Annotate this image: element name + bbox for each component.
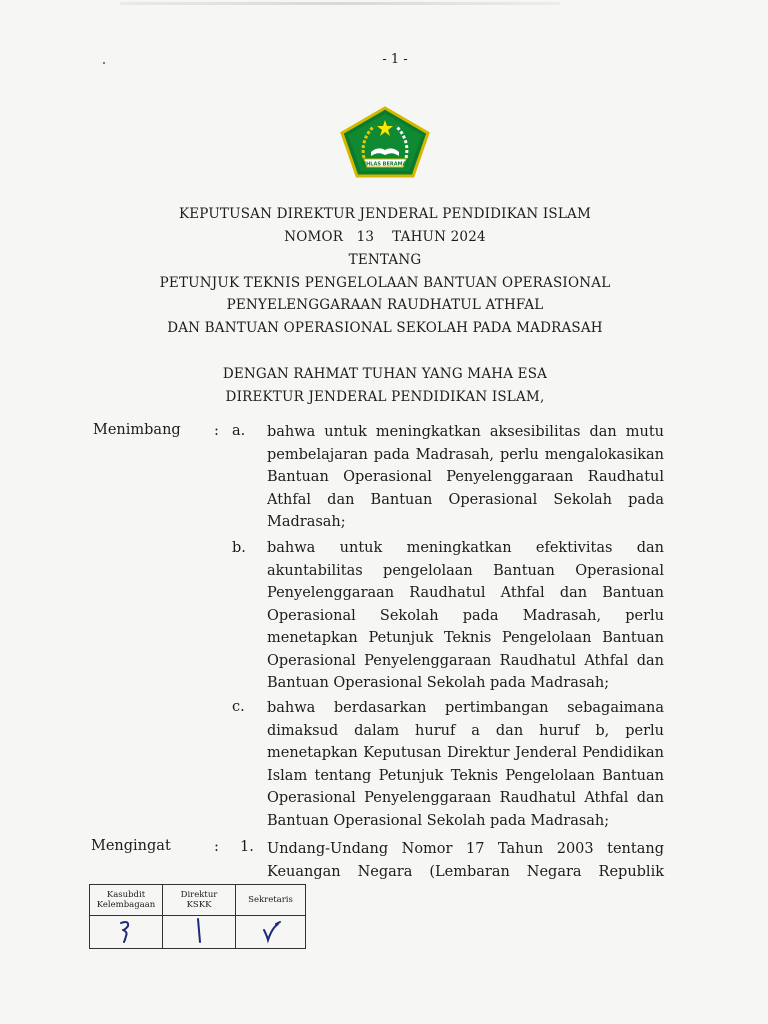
kemenag-emblem-icon bbox=[340, 106, 430, 178]
nomor-label: NOMOR bbox=[284, 229, 344, 245]
item-a-mark: a. bbox=[232, 423, 246, 439]
text-line: Operasional Sekolah pada Madrasah, perlu bbox=[267, 607, 664, 624]
text-line: Bantuan Operasional Sekolah pada Madrasah; bbox=[267, 675, 610, 691]
text-line: Undang-Undang Nomor 17 Tahun 2003 tentang bbox=[267, 841, 664, 857]
paraf-cell-sekretaris bbox=[236, 916, 306, 949]
menimbang-item-b bbox=[267, 537, 664, 695]
decree-title: KEPUTUSAN DIREKTUR JENDERAL PENDIDIKAN ISLAM bbox=[178, 206, 592, 222]
paraf-header-direktur bbox=[163, 885, 236, 916]
text-line: Madrasah; bbox=[267, 514, 346, 530]
item-1-mark: 1. bbox=[240, 839, 254, 855]
tahun-label: TAHUN 2024 bbox=[392, 229, 486, 245]
decree-number bbox=[0, 229, 768, 245]
item-b-mark: b. bbox=[232, 540, 246, 556]
paraf-cell-kasubdit bbox=[90, 916, 163, 949]
text-line: Penyelenggaraan Raudhatul Athfal dan Bantuan bbox=[267, 585, 664, 601]
paraf-cell-direktur bbox=[163, 916, 236, 949]
text-line: Bantuan Operasional Sekolah pada Madrasah; bbox=[267, 812, 610, 829]
text-line: Bantuan Operasional Penyelenggaraan Raudhatul bbox=[267, 469, 664, 485]
subject-line-1: PETUNJUK TEKNIS PENGELOLAAN BANTUAN OPERASIONAL bbox=[159, 275, 611, 291]
text-line: Islam tentang Petunjuk Teknis Pengelolaan Bantuan bbox=[267, 767, 664, 784]
initial-signature-icon bbox=[184, 916, 214, 944]
svg-text:IKHLAS BERAMAL: IKHLAS BERAMAL bbox=[360, 161, 410, 168]
menimbang-item-c bbox=[267, 697, 664, 832]
text-line: bahwa untuk meningkatkan efektivitas dan bbox=[267, 540, 664, 556]
paraf-header-kasubdit bbox=[90, 885, 163, 916]
text-line: dimaksud dalam huruf a dan huruf b, perlu bbox=[267, 722, 664, 739]
rahmat-line: DENGAN RAHMAT TUHAN YANG MAHA ESA bbox=[222, 366, 548, 382]
check-signature-icon bbox=[256, 916, 286, 944]
header-text: Sekretaris bbox=[248, 895, 293, 905]
item-c-mark: c. bbox=[232, 699, 245, 715]
initial-signature-icon bbox=[111, 916, 141, 944]
text-line: Athfal dan Bantuan Operasional Sekolah pada bbox=[267, 491, 664, 508]
scan-artifact-line bbox=[120, 2, 560, 5]
text-line: akuntabilitas pengelolaan Bantuan Operasional bbox=[267, 562, 664, 579]
text-line: Operasional Penyelenggaraan Raudhatul Athfal dan bbox=[267, 652, 664, 669]
header-text: Kasubdit bbox=[106, 890, 146, 900]
mengingat-label: Mengingat bbox=[91, 838, 171, 854]
subject-line-3: DAN BANTUAN OPERASIONAL SEKOLAH PADA MADRASAH bbox=[167, 320, 603, 336]
menimbang-colon: : bbox=[214, 423, 219, 439]
menimbang-item-a bbox=[267, 421, 664, 534]
nomor-value: 13 bbox=[356, 229, 375, 245]
tentang-label: TENTANG bbox=[348, 252, 422, 268]
paraf-header-sekretaris bbox=[236, 885, 306, 916]
paraf-table bbox=[89, 884, 306, 949]
text-line: menetapkan Petunjuk Teknis Pengelolaan Bantuan bbox=[267, 630, 664, 646]
mengingat-colon: : bbox=[214, 839, 219, 855]
mengingat-item-1 bbox=[267, 838, 664, 883]
menimbang-label: Menimbang bbox=[93, 422, 181, 438]
text-line: Keuangan Negara (Lembaran Negara Republik bbox=[267, 863, 664, 880]
subject-line-2: PENYELENGGARAAN RAUDHATUL ATHFAL bbox=[226, 297, 544, 313]
text-line: pembelajaran pada Madrasah, perlu mengalokasikan bbox=[267, 446, 664, 463]
text-line: bahwa untuk meningkatkan aksesibilitas dan mutu bbox=[267, 424, 664, 440]
official-title: DIREKTUR JENDERAL PENDIDIKAN ISLAM, bbox=[225, 389, 545, 405]
text-line: menetapkan Keputusan Direktur Jenderal Pendidikan bbox=[267, 745, 664, 761]
text-line: Operasional Penyelenggaraan Raudhatul Athfal dan bbox=[267, 790, 664, 806]
text-line: bahwa berdasarkan pertimbangan sebagaimana bbox=[267, 700, 664, 716]
header-text: Kelembagaan bbox=[96, 900, 156, 910]
page-number: - 1 - bbox=[382, 52, 408, 67]
header-text: KSKK bbox=[186, 900, 212, 910]
header-text: Direktur bbox=[180, 890, 218, 900]
